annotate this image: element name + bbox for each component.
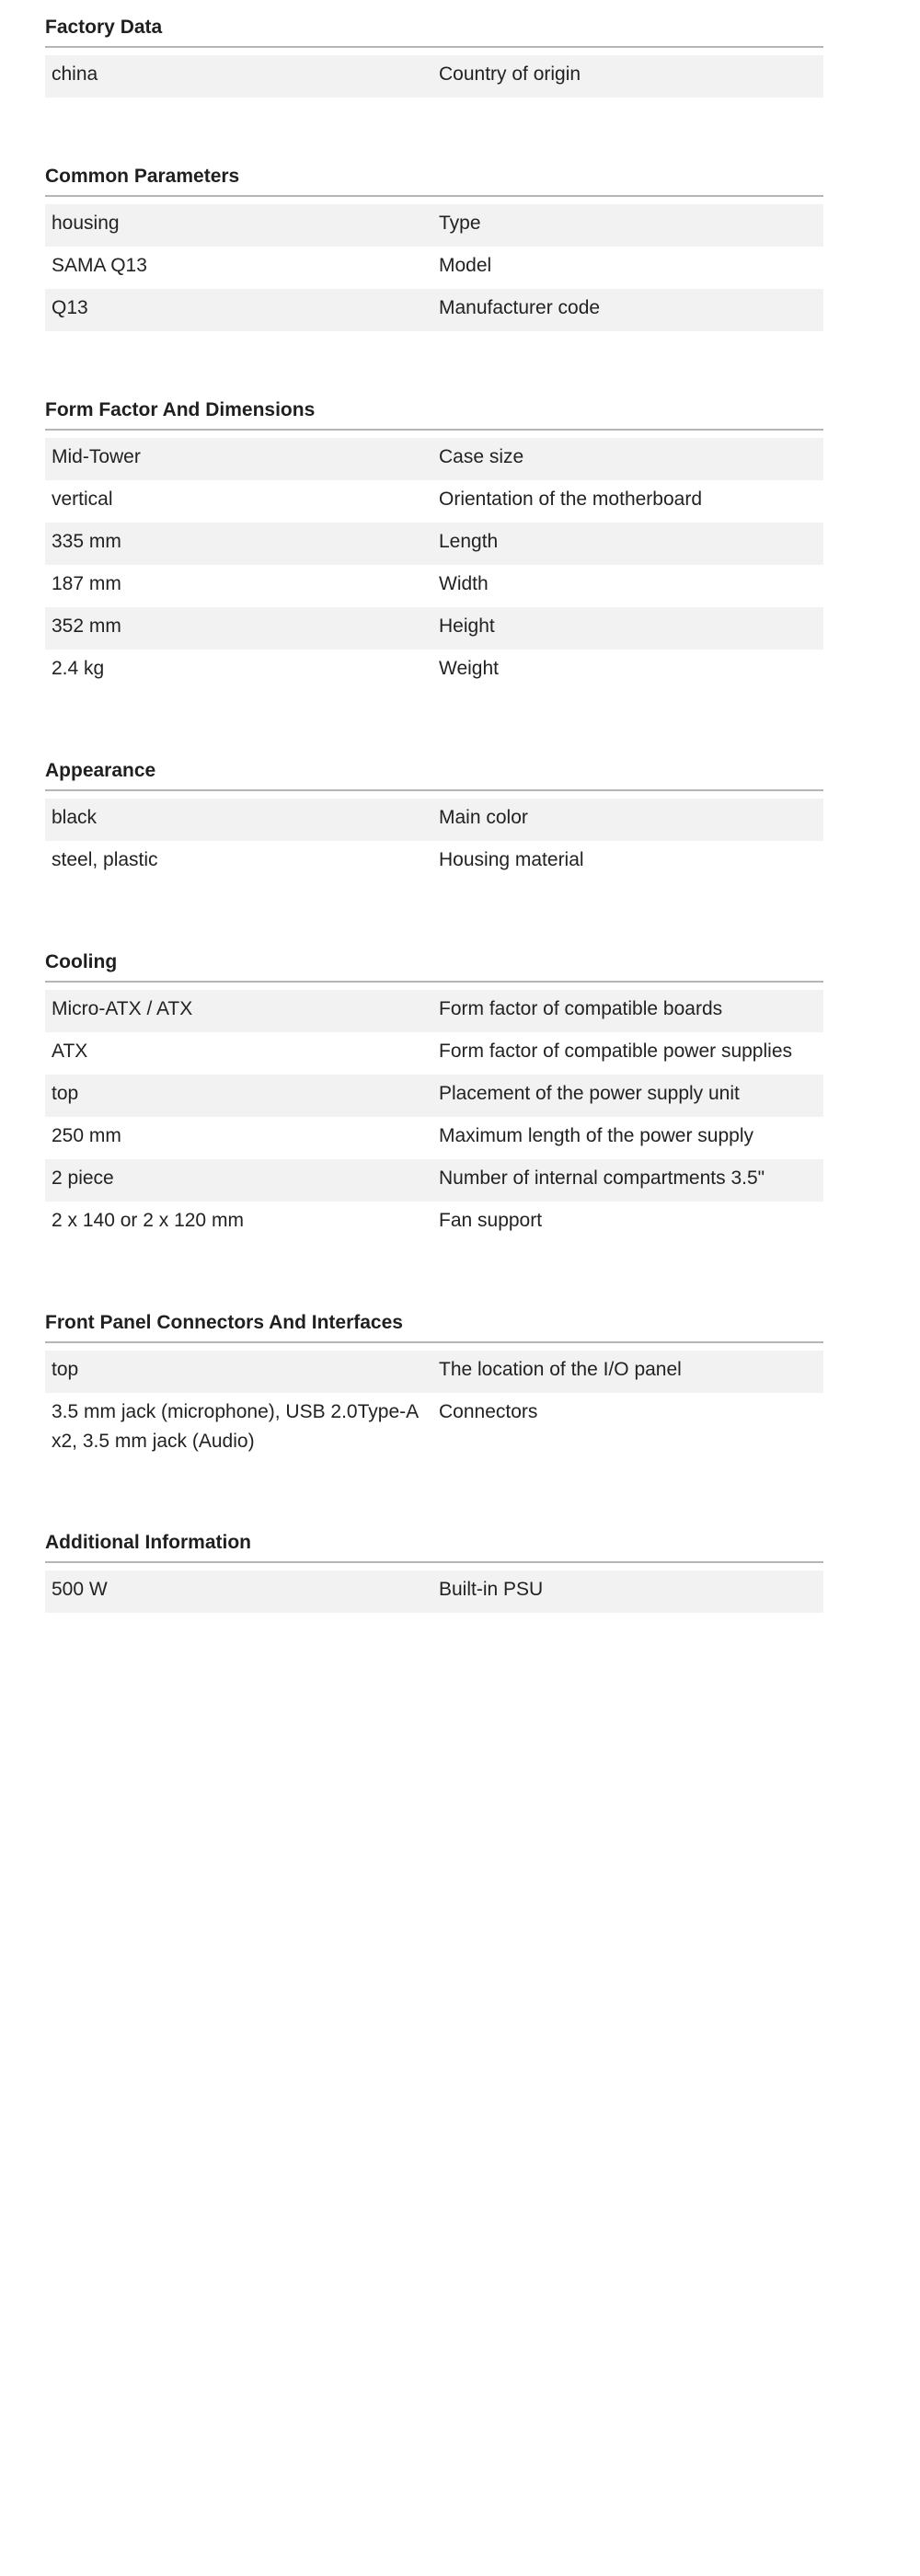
spec-row	[45, 1032, 823, 1075]
spec-label: Number of internal compartments 3.5"	[439, 1167, 765, 1189]
spec-row	[45, 1075, 823, 1117]
spec-row	[45, 1159, 823, 1202]
spec-row	[45, 841, 823, 883]
spec-label: Housing material	[439, 849, 584, 870]
spec-label: Placement of the power supply unit	[439, 1083, 740, 1104]
spec-row	[45, 55, 823, 98]
spec-row	[45, 565, 823, 607]
spec-value: Q13	[52, 297, 88, 318]
spec-value: 250 mm	[52, 1125, 121, 1146]
spec-value: 500 W	[52, 1579, 108, 1600]
spec-value: steel, plastic	[52, 849, 158, 870]
spec-label: Type	[439, 213, 481, 234]
spec-label: Orientation of the motherboard	[439, 489, 703, 510]
spec-value: 335 mm	[52, 531, 121, 552]
spec-row	[45, 438, 823, 480]
spec-value: Mid-Tower	[52, 446, 141, 467]
section-divider	[45, 789, 823, 791]
section-appearance	[45, 756, 823, 883]
spec-row	[45, 247, 823, 289]
spec-label: Model	[439, 255, 492, 276]
section-divider	[45, 981, 823, 983]
spec-row	[45, 1570, 823, 1613]
spec-label: Width	[439, 573, 489, 594]
spec-value: 187 mm	[52, 573, 121, 594]
spec-value: vertical	[52, 489, 113, 510]
spec-row	[45, 204, 823, 247]
section-divider	[45, 1561, 823, 1563]
spec-value: 2.4 kg	[52, 658, 105, 679]
spec-label: Main color	[439, 807, 528, 828]
section-title: Appearance	[45, 760, 156, 781]
spec-row	[45, 990, 823, 1032]
spec-value: black	[52, 807, 98, 828]
section-divider	[45, 429, 823, 431]
spec-label: Case size	[439, 446, 524, 467]
spec-label: The location of the I/O panel	[439, 1359, 682, 1380]
spec-label: Length	[439, 531, 499, 552]
section-front-panel-connectors	[45, 1308, 823, 1464]
section-title: Additional Information	[45, 1532, 251, 1553]
spec-label: Connectors	[439, 1401, 538, 1422]
spec-value: top	[52, 1083, 79, 1104]
spec-value: china	[52, 63, 98, 85]
spec-value: top	[52, 1359, 79, 1380]
section-divider	[45, 46, 823, 48]
spec-value: Micro-ATX / ATX	[52, 998, 193, 1019]
spec-row	[45, 289, 823, 331]
spec-row	[45, 480, 823, 523]
section-form-factor-dimensions	[45, 396, 823, 692]
spec-row	[45, 607, 823, 650]
spec-value: 352 mm	[52, 615, 121, 637]
spec-label: Maximum length of the power supply	[439, 1125, 753, 1146]
spec-row	[45, 1393, 823, 1464]
spec-label: Form factor of compatible power supplies	[439, 1041, 792, 1062]
spec-label: Fan support	[439, 1210, 543, 1231]
spec-row	[45, 1351, 823, 1393]
section-title: Form Factor And Dimensions	[45, 399, 316, 420]
section-cooling	[45, 948, 823, 1244]
spec-value: SAMA Q13	[52, 255, 147, 276]
spec-row	[45, 799, 823, 841]
spec-row	[45, 1117, 823, 1159]
section-title: Common Parameters	[45, 166, 240, 187]
spec-value: housing	[52, 213, 120, 234]
section-title: Front Panel Connectors And Interfaces	[45, 1312, 403, 1333]
section-additional-information	[45, 1528, 823, 1613]
spec-label: Height	[439, 615, 495, 637]
spec-label: Manufacturer code	[439, 297, 601, 318]
spec-row	[45, 523, 823, 565]
section-divider	[45, 1341, 823, 1343]
spec-value: ATX	[52, 1041, 88, 1062]
spec-row	[45, 650, 823, 692]
spec-value: 3.5 mm jack (microphone), USB 2.0Type-A x2, 3.5 mm jack (Audio)	[52, 1401, 418, 1452]
spec-label: Built-in PSU	[439, 1579, 544, 1600]
spec-label: Form factor of compatible boards	[439, 998, 723, 1019]
section-title: Cooling	[45, 951, 118, 972]
spec-label: Country of origin	[439, 63, 581, 85]
section-title: Factory Data	[45, 17, 163, 38]
spec-value: 2 x 140 or 2 x 120 mm	[52, 1210, 244, 1231]
section-factory-data	[45, 13, 823, 98]
section-divider	[45, 195, 823, 197]
spec-label: Weight	[439, 658, 499, 679]
spec-value: 2 piece	[52, 1167, 114, 1189]
spec-row	[45, 1202, 823, 1244]
section-common-parameters	[45, 162, 823, 331]
